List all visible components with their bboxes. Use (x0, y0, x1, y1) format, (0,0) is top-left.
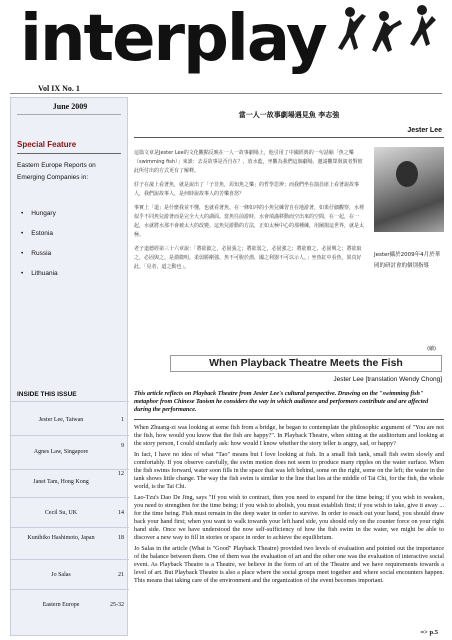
photo-caption: Jester攝於2009年4月於華岡的研討會的個別指導 (374, 252, 441, 269)
toc-page: 9 (121, 443, 124, 449)
chinese-paragraph: 老子道德經第三十六章說：「將欲歙之，必固張之；將欲弱之，必固強之；將欲廢之，必固興之；將欲取之，必固與之。是謂微明。柔弱勝剛強。魚不可脫於淵，國之利器不可以示人。」坐魚缸中看魚，果真好此。「見者，道之動也」。 (134, 246, 362, 270)
divider (134, 419, 444, 420)
continued-marker: (續) (427, 346, 436, 352)
toc-row[interactable] (11, 497, 129, 527)
dancing-figures-icon (332, 4, 442, 64)
country-list (21, 208, 121, 288)
toc-row[interactable] (11, 559, 129, 589)
newsletter-logo: interplay (20, 2, 326, 76)
article-body (134, 424, 444, 588)
toc-row[interactable] (11, 589, 129, 619)
toc-row[interactable] (11, 469, 129, 497)
chinese-paragraph: 這篇文章是Jester Lee的文化觀點反映在一人一故事劇場上，他引用了中國經典的一句話喻「魚之樂（swimming fish）」來談：去長故事是否自在？、放水藍，坐觀為我們這個劇場，邀請觀眾與演者對彼此所付出的方式更有了解釋。 (134, 150, 363, 174)
sidebar (10, 97, 128, 636)
toc-page: 1 (121, 417, 124, 423)
special-feature-text: Eastern Europe Reports on Emerging Companies in: (17, 162, 96, 181)
toc-label: Eastern Europe (42, 602, 80, 608)
inside-issue-title: INSIDE THIS ISSUE (17, 391, 77, 398)
divider (10, 93, 442, 94)
toc-row[interactable] (11, 527, 129, 559)
list-item: • Estonia (21, 228, 121, 248)
article-abstract: This article reflects on Playback Theatre from Jester Lee's cultural perspective. Drawing on the "swimming fish" metaphor from Chinese Taoism he considers the way in which audience and performers contribute and are affected during the performance. (134, 390, 429, 413)
article-author: Jester Lee [translation Wendy Chong] (333, 376, 442, 383)
toc-label: Janet Tam, Hong Kong (33, 479, 89, 485)
author-photo (374, 147, 444, 232)
body-paragraph: Lao-Tzu's Dao De Jing, says "If you wish to contract, then you need to expand for the time being; if you wish to weaken, you need to strengthen for the time being; if you wish to abolish, you must establish first; if you wish to take, give it away ... for the time being. Fish must remain in the deep water in order to survive. In order to reach out your hand, you should draw back your hand first; when you want to walk towards your left hand side, you should rely on the counter force on your right hand side. Once we have understood the now self-sufficiency of how the fish swim in the water, we might be able to discover a new way to fill in stories or space in order to achieve the equilibrium. (134, 494, 444, 541)
divider (17, 114, 121, 115)
toc-label: Agnes Law, Singapore (33, 449, 89, 455)
list-item: • Hungary (21, 208, 121, 228)
divider (134, 137, 444, 138)
toc-row[interactable] (11, 401, 129, 435)
chinese-title: 當一人一故事劇場遇見魚 李志強 (238, 111, 340, 119)
toc-page: 14 (118, 510, 124, 516)
toc-label: Jo Salas (51, 572, 71, 578)
body-paragraph: Jo Salas in the article (What is "Good" Playback Theatre) provided two levels of evaluation and pointed out the importance of the balance between them. One of them was the evaluation of art and the other one was the evaluation of interactive social event. As Playback Theatre is a Theatre, we believe in the form of art of the Theatre and we have requirements towards a level of art. But Playback Theatre is also a place where the social groups meet together and where social encounters happen. This means that taking care of the environment and the organization of the event becomes important. (134, 545, 444, 584)
special-feature-heading: Special Feature (17, 140, 121, 154)
list-item: • Lithuania (21, 268, 121, 288)
list-item: • Russia (21, 248, 121, 268)
masthead (0, 0, 452, 95)
toc-page: 25-32 (110, 602, 124, 608)
issue-number: Vol IX No. 1 (38, 84, 80, 93)
article-title: When Playback Theatre Meets the Fish (170, 355, 442, 372)
body-paragraph: When Zhuang-zi was looking at some fish from a bridge, he began to contemplate the philosophic argument of "You are not the fish, how would you know that the fish are happy?". In Playback Theatre, when sitting at the auditorium and looking at the story person, I could similarly ask: how would I know whether the story teller is angry, sad, or happy? (134, 424, 444, 447)
toc-page: 18 (118, 535, 124, 541)
toc-label: Jester Lee, Taiwan (38, 417, 84, 423)
body-paragraph: In fact, I have no idea of what "Tao" means but I love looking at fish. In a small fish tank, small fish swim slowly and comfortably. If you observe carefully, the swim motion does not seem to produce many ripples on the water surface. When the fish swims forward, water soon fills in the space that was left behind, some on the right, some on the left; the water in the tank shows little change. The way the fish swim is similar to the line that lies at the middle of Tai Chi, for the fish, the whole world, is the Tai Chi. (134, 451, 444, 490)
chinese-paragraph: 莊子在濠上看著魚，就是說出了「子非魚，焉知魚之樂」的哲學思辨；而我們坐在演員席上看著說故事人，我們說故事人，是何時說故事人的苦樂喜怒？ (134, 182, 360, 197)
toc-page: 21 (118, 572, 124, 578)
table-of-contents (11, 401, 129, 619)
toc-label: Kunihiko Hashimoto, Japan (27, 535, 95, 541)
toc-label: Cecil Su, UK (44, 510, 78, 516)
chinese-body (134, 149, 366, 277)
author-name: Jester Lee (407, 127, 442, 134)
toc-page: 12 (118, 471, 124, 477)
issue-date: June 2009 (52, 102, 88, 111)
continued-link[interactable]: => p.5 (420, 629, 438, 636)
main-article (134, 97, 444, 636)
chinese-paragraph: 事實上「道」是什麼我並不懂，也就看著魚。在一條如冲的小魚兒練習自在地游著，如果仔細觀察，水裡似乎不同魚兒游著而是完全大大的湖面。當魚往前游時，水會填滿移動而空出來的空間，在一起，在一起，水就將水那不會被太大的改變。這魚兒游動的方法，正如太極中心的那種練，用圖揚這世界，就是太極。 (134, 205, 365, 238)
toc-row[interactable] (11, 435, 129, 469)
